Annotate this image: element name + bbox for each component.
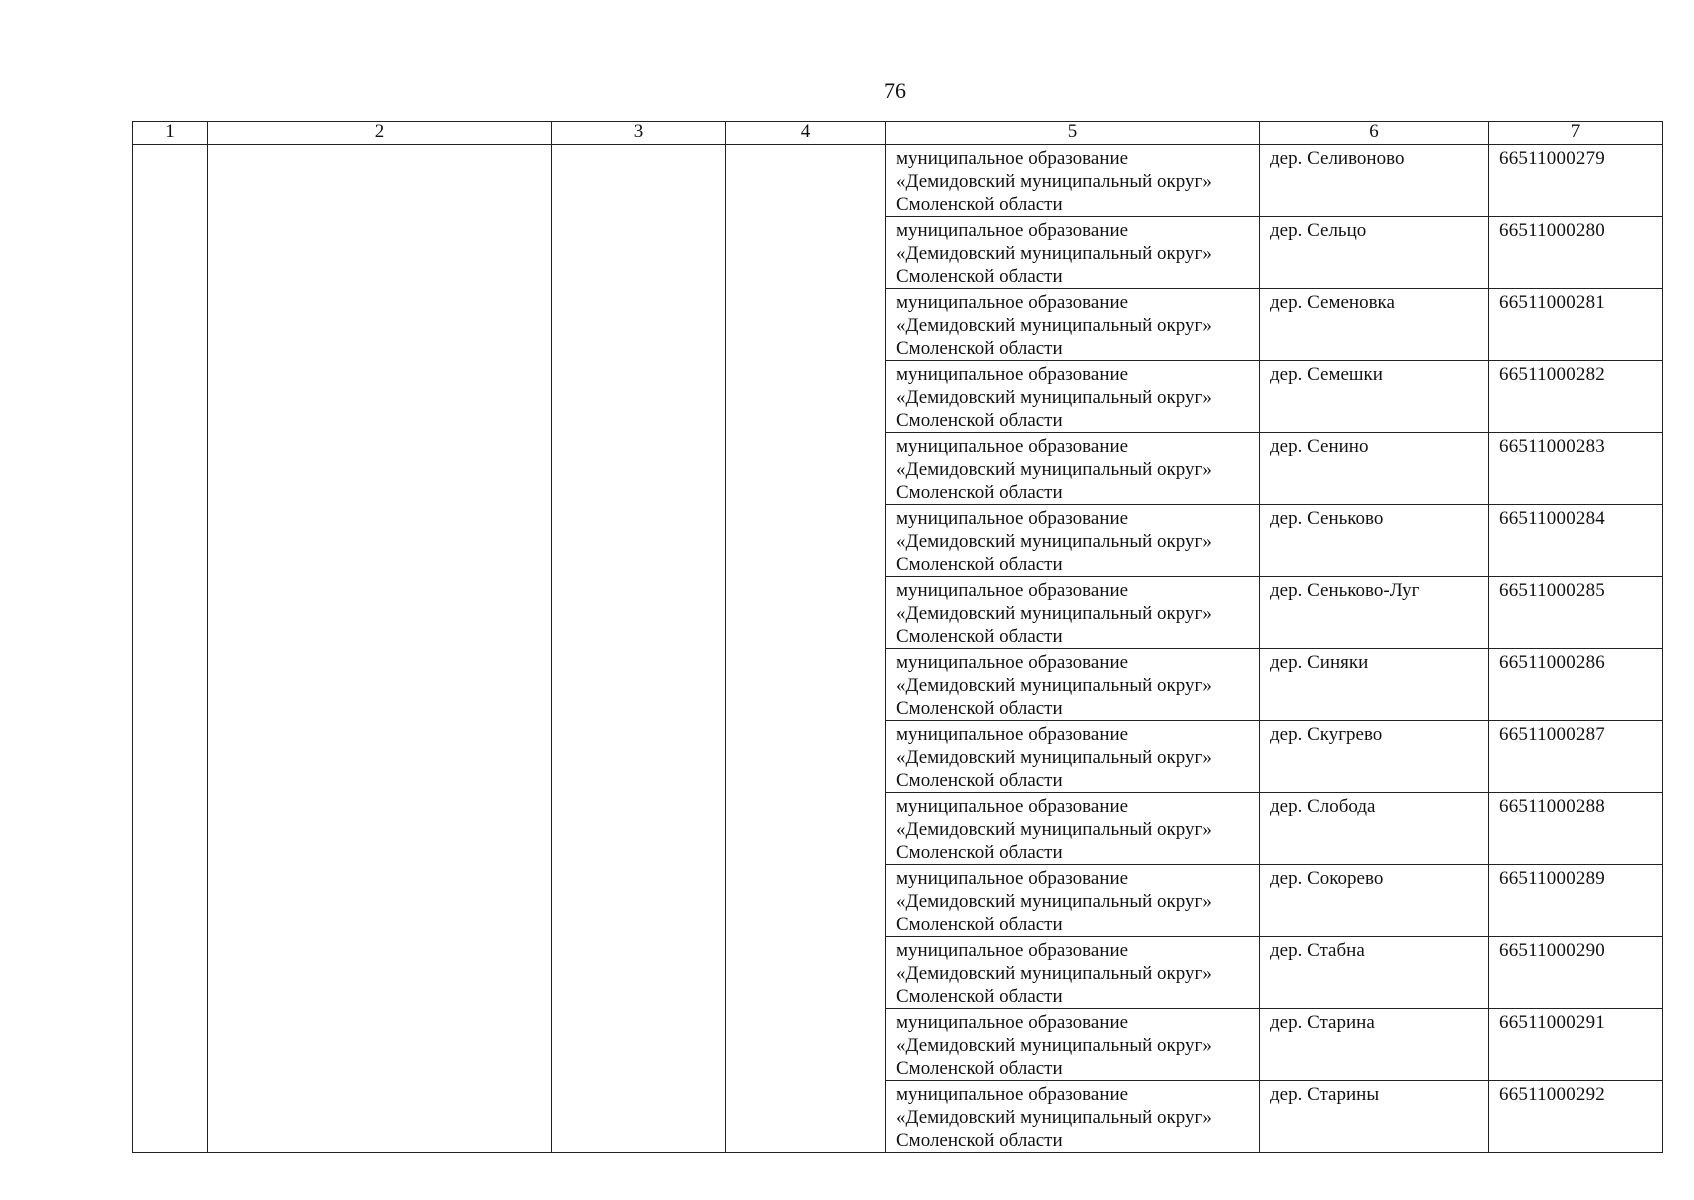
oktmo-code: 66511000279 — [1499, 148, 1605, 169]
locality-name: дер. Сокорево — [1270, 868, 1384, 889]
municipality-cell — [886, 937, 1260, 1009]
municipality-line: Смоленской области — [896, 410, 1063, 431]
municipality-line: Смоленской области — [896, 842, 1063, 863]
municipality-line: Смоленской области — [896, 338, 1063, 359]
empty-merged-cell-col-1 — [133, 145, 208, 1153]
oktmo-code: 66511000291 — [1499, 1012, 1605, 1033]
locality-cell — [1260, 361, 1489, 433]
municipality-line: муниципальное образование — [896, 1012, 1129, 1033]
municipality-cell — [886, 289, 1260, 361]
table-row — [133, 145, 1663, 217]
municipality-cell — [886, 145, 1260, 217]
municipality-line: «Демидовский муниципальный округ» — [896, 171, 1212, 192]
oktmo-code: 66511000283 — [1499, 436, 1605, 457]
column-header-4: 4 — [726, 122, 886, 145]
municipality-line: муниципальное образование — [896, 508, 1129, 529]
oktmo-code: 66511000288 — [1499, 796, 1605, 817]
locality-cell — [1260, 289, 1489, 361]
column-header-6: 6 — [1260, 122, 1489, 145]
municipality-line: муниципальное образование — [896, 868, 1129, 889]
oktmo-code: 66511000280 — [1499, 220, 1605, 241]
locality-cell — [1260, 505, 1489, 577]
column-header-7: 7 — [1489, 122, 1663, 145]
municipality-line: Смоленской области — [896, 626, 1063, 647]
municipality-cell — [886, 1009, 1260, 1081]
oktmo-code-cell — [1489, 577, 1663, 649]
municipality-line: «Демидовский муниципальный округ» — [896, 243, 1212, 264]
locality-name: дер. Старины — [1270, 1084, 1380, 1105]
locality-cell — [1260, 649, 1489, 721]
oktmo-code-cell — [1489, 937, 1663, 1009]
oktmo-code-cell — [1489, 289, 1663, 361]
locality-cell — [1260, 217, 1489, 289]
municipality-line: Смоленской области — [896, 770, 1063, 791]
municipality-line: Смоленской области — [896, 194, 1063, 215]
oktmo-code-cell — [1489, 721, 1663, 793]
oktmo-code: 66511000281 — [1499, 292, 1605, 313]
municipality-line: «Демидовский муниципальный округ» — [896, 1107, 1212, 1128]
municipality-line: «Демидовский муниципальный округ» — [896, 603, 1212, 624]
oktmo-code-cell — [1489, 145, 1663, 217]
locality-cell — [1260, 865, 1489, 937]
oktmo-code: 66511000290 — [1499, 940, 1605, 961]
municipality-line: «Демидовский муниципальный округ» — [896, 819, 1212, 840]
page-number: 76 — [884, 78, 906, 103]
oktmo-code-cell — [1489, 361, 1663, 433]
municipality-line: Смоленской области — [896, 986, 1063, 1007]
oktmo-code: 66511000286 — [1499, 652, 1605, 673]
municipality-line: Смоленской области — [896, 266, 1063, 287]
oktmo-code: 66511000282 — [1499, 364, 1605, 385]
locality-name: дер. Слобода — [1270, 796, 1376, 817]
table-body — [133, 145, 1663, 1153]
oktmo-code-cell — [1489, 649, 1663, 721]
municipality-line: Смоленской области — [896, 482, 1063, 503]
locality-name: дер. Скугрево — [1270, 724, 1383, 745]
locality-name: дер. Старина — [1270, 1012, 1375, 1033]
locality-cell — [1260, 1009, 1489, 1081]
locality-cell — [1260, 793, 1489, 865]
column-header-5: 5 — [886, 122, 1260, 145]
locality-name: дер. Сенино — [1270, 436, 1369, 457]
locality-name: дер. Сеньково — [1270, 508, 1384, 529]
municipality-line: муниципальное образование — [896, 292, 1129, 313]
municipality-line: «Демидовский муниципальный округ» — [896, 1035, 1212, 1056]
municipality-cell — [886, 577, 1260, 649]
municipality-line: «Демидовский муниципальный округ» — [896, 315, 1212, 336]
oktmo-code-cell — [1489, 505, 1663, 577]
oktmo-code-cell — [1489, 865, 1663, 937]
municipality-line: Смоленской области — [896, 1130, 1063, 1151]
municipality-line: муниципальное образование — [896, 796, 1129, 817]
locality-name: дер. Синяки — [1270, 652, 1369, 673]
municipality-line: муниципальное образование — [896, 436, 1129, 457]
municipality-cell — [886, 865, 1260, 937]
locality-name: дер. Сельцо — [1270, 220, 1367, 241]
municipality-line: муниципальное образование — [896, 148, 1129, 169]
municipality-cell — [886, 433, 1260, 505]
locality-name: дер. Стабна — [1270, 940, 1365, 961]
municipality-line: муниципальное образование — [896, 940, 1129, 961]
empty-merged-cell-col-4 — [726, 145, 886, 1153]
municipality-cell — [886, 721, 1260, 793]
locality-name: дер. Сеньково-Луг — [1270, 580, 1420, 601]
table-header-row — [133, 122, 1663, 145]
locality-cell — [1260, 577, 1489, 649]
oktmo-code-cell — [1489, 217, 1663, 289]
municipality-line: муниципальное образование — [896, 1084, 1129, 1105]
municipality-line: муниципальное образование — [896, 580, 1129, 601]
locality-cell — [1260, 937, 1489, 1009]
locality-cell — [1260, 433, 1489, 505]
column-header-2: 2 — [208, 122, 552, 145]
locality-cell — [1260, 721, 1489, 793]
locality-name: дер. Семеновка — [1270, 292, 1395, 313]
municipality-line: Смоленской области — [896, 914, 1063, 935]
locality-name: дер. Селивоново — [1270, 148, 1405, 169]
municipality-line: «Демидовский муниципальный округ» — [896, 459, 1212, 480]
oktmo-code: 66511000285 — [1499, 580, 1605, 601]
oktmo-code: 66511000284 — [1499, 508, 1605, 529]
municipality-line: «Демидовский муниципальный округ» — [896, 963, 1212, 984]
locality-name: дер. Семешки — [1270, 364, 1383, 385]
oktmo-code: 66511000287 — [1499, 724, 1605, 745]
empty-merged-cell-col-2 — [208, 145, 552, 1153]
empty-merged-cell-col-3 — [552, 145, 726, 1153]
oktmo-code: 66511000292 — [1499, 1084, 1605, 1105]
municipality-line: Смоленской области — [896, 698, 1063, 719]
municipality-cell — [886, 505, 1260, 577]
municipality-cell — [886, 793, 1260, 865]
municipality-line: муниципальное образование — [896, 652, 1129, 673]
municipality-line: муниципальное образование — [896, 364, 1129, 385]
municipality-line: «Демидовский муниципальный округ» — [896, 387, 1212, 408]
column-header-3: 3 — [552, 122, 726, 145]
oktmo-code-cell — [1489, 1081, 1663, 1153]
oktmo-code-cell — [1489, 433, 1663, 505]
municipality-line: «Демидовский муниципальный округ» — [896, 747, 1212, 768]
oktmo-code-cell — [1489, 793, 1663, 865]
municipality-cell — [886, 649, 1260, 721]
municipality-line: «Демидовский муниципальный округ» — [896, 531, 1212, 552]
oktmo-code-cell — [1489, 1009, 1663, 1081]
municipality-line: муниципальное образование — [896, 724, 1129, 745]
municipality-line: Смоленской области — [896, 1058, 1063, 1079]
municipality-line: «Демидовский муниципальный округ» — [896, 675, 1212, 696]
municipality-line: «Демидовский муниципальный округ» — [896, 891, 1212, 912]
locality-cell — [1260, 145, 1489, 217]
municipality-cell — [886, 217, 1260, 289]
oktmo-code: 66511000289 — [1499, 868, 1605, 889]
column-header-1: 1 — [133, 122, 208, 145]
municipality-cell — [886, 1081, 1260, 1153]
municipality-line: Смоленской области — [896, 554, 1063, 575]
municipality-cell — [886, 361, 1260, 433]
registry-table — [132, 121, 1663, 1153]
municipality-line: муниципальное образование — [896, 220, 1129, 241]
locality-cell — [1260, 1081, 1489, 1153]
